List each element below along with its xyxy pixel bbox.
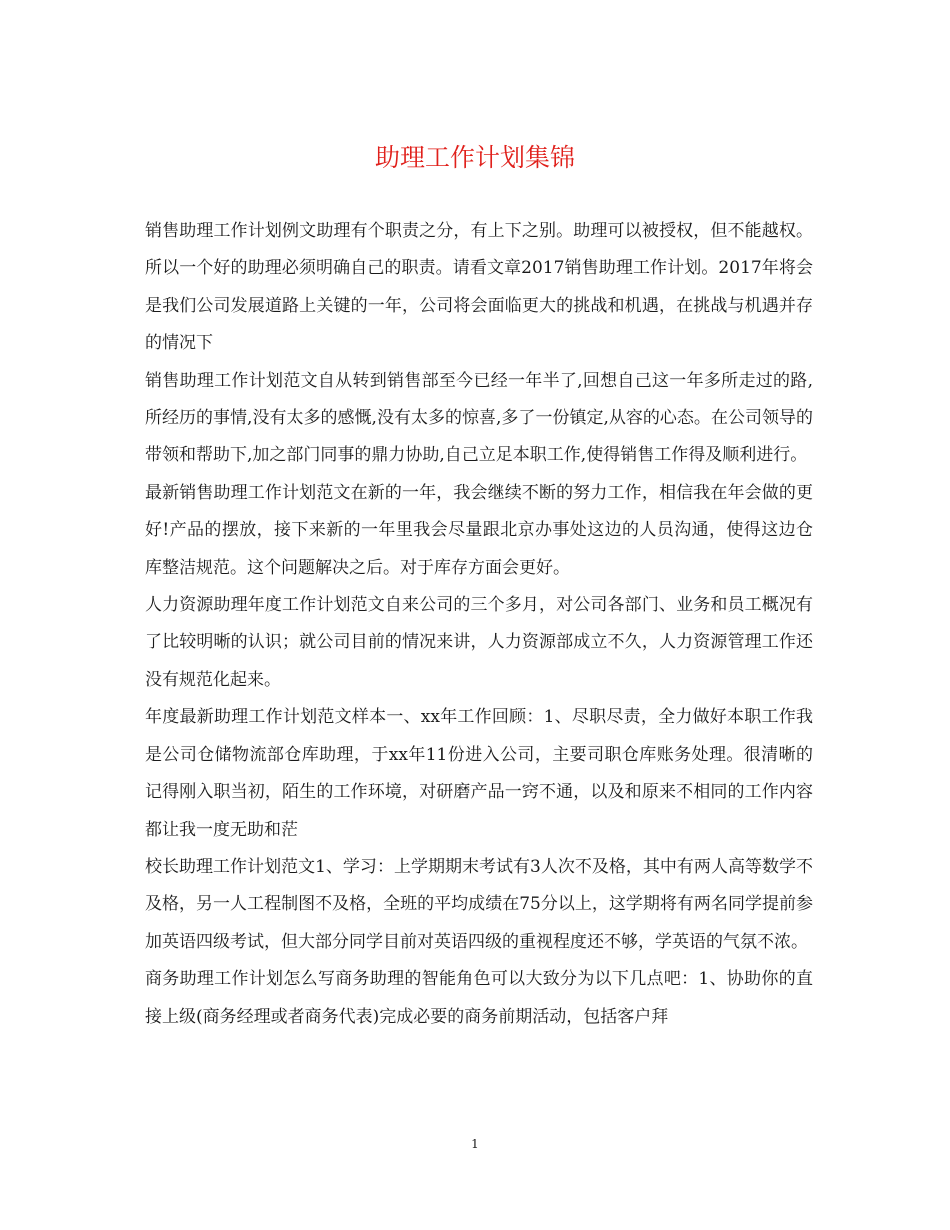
paragraph: 销售助理工作计划例文助理有个职责之分，有上下之别。助理可以被授权，但不能越权。所以一个好的助理必须明确自己的职责。请看文章2017销售助理工作计划。2017年将会是我们公司发展道路上关键的一年，公司将会面临更大的挑战和机遇，在挑战与机遇并存的情况下 — [145, 221, 813, 354]
page-number: 1 — [471, 1137, 479, 1151]
paragraph: 商务助理工作计划怎么写商务助理的智能角色可以大致分为以下几点吧：1、协助你的直接上级(商务经理或者商务代表)完成必要的商务前期活动，包括客户拜 — [145, 969, 813, 1027]
document-title: 助理工作计划集锦 — [374, 143, 575, 172]
paragraph: 销售助理工作计划范文自从转到销售部至今已经一年半了,回想自己这一年多所走过的路,所经历的事情,没有太多的感慨,没有太多的惊喜,多了一份镇定,从容的心态。在公司领导的带领和帮助下,加之部门同事的鼎力协助,自己立足本职工作,使得销售工作得及顺利进行。 — [145, 370, 813, 466]
paragraph: 校长助理工作计划范文1、学习：上学期期末考试有3人次不及格，其中有两人高等数学不及格，另一人工程制图不及格，全班的平均成绩在75分以上，这学期将有两名同学提前参加英语四级考试，但大部分同学目前对英语四级的重视程度还不够，学英语的气氛不浓。 — [145, 856, 813, 952]
paragraph: 最新销售助理工作计划范文在新的一年，我会继续不断的努力工作，相信我在年会做的更好!产品的摆放，接下来新的一年里我会尽量跟北京办事处这边的人员沟通，使得这边仓库整洁规范。这个问题解决之后。对于库存方面会更好。 — [145, 482, 813, 578]
document-body — [145, 213, 813, 1036]
paragraph: 人力资源助理年度工作计划范文自来公司的三个多月，对公司各部门、业务和员工概况有了比较明晰的认识；就公司目前的情况来讲，人力资源部成立不久，人力资源管理工作还没有规范化起来。 — [145, 595, 813, 690]
paragraph: 年度最新助理工作计划范文样本一、xx年工作回顾：1、尽职尽责，全力做好本职工作我是公司仓储物流部仓库助理，于xx年11份进入公司，主要司职仓库账务处理。很清晰的记得刚入职当初，陌生的工作环境，对研磨产品一窍不通，以及和原来不相同的工作内容都让我一度无助和茫 — [145, 707, 813, 840]
